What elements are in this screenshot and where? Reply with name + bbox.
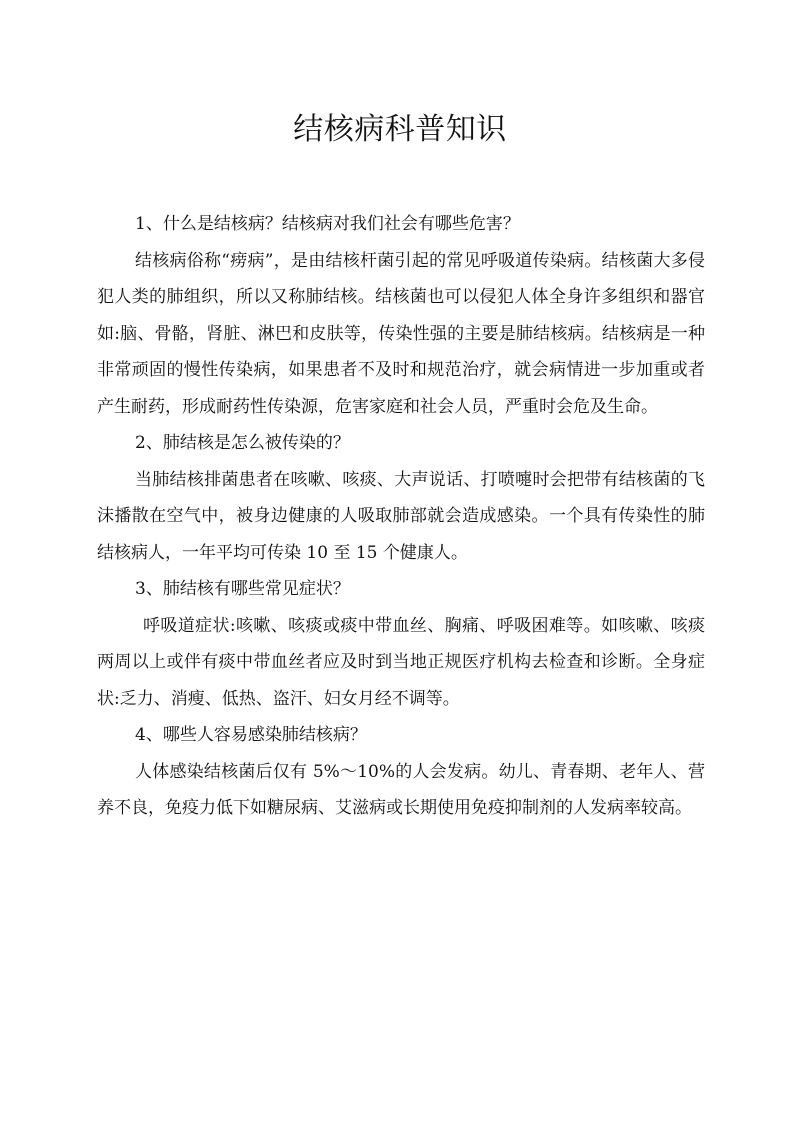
answer-4: 人体感染结核菌后仅有 5%～10%的人会发病。幼儿、青春期、老年人、营养不良，免疫力低下如糖尿病、艾滋病或长期使用免疫抑制剂的人发病率较高。 xyxy=(97,761,705,818)
document-title: 结核病科普知识 xyxy=(293,112,507,147)
answer-3: 呼吸道症状:咳嗽、咳痰或痰中带血丝、胸痛、呼吸困难等。如咳嗽、咳痰两周以上或伴有痰中带血丝者应及时到当地正规医疗机构去检查和诊断。全身症状:乏力、消瘦、低热、盗汗、妇女月经不调等。 xyxy=(97,615,705,709)
answer-2: 当肺结核排菌患者在咳嗽、咳痰、大声说话、打喷嚏时会把带有结核菌的飞沫播散在空气中，被身边健康的人吸取肺部就会造成感染。一个具有传染性的肺结核病人，一年平均可传染 10 至 15 个健康人。 xyxy=(97,469,705,563)
answer-1: 结核病俗称“痨病”，是由结核杆菌引起的常见呼吸道传染病。结核菌大多侵犯人类的肺组织，所以又称肺结核。结核菌也可以侵犯人体全身许多组织和器官如:脑、骨骼，肾脏、淋巴和皮肤等，传染性强的主要是肺结核病。结核病是一种非常顽固的慢性传染病，如果患者不及时和规范治疗，就会病情进一步加重或者产生耐药，形成耐药性传染源，危害家庭和社会人员，严重时会危及生命。 xyxy=(97,250,705,417)
question-4: 4、哪些人容易感染肺结核病？ xyxy=(135,725,367,745)
question-3: 3、肺结核有哪些常见症状？ xyxy=(135,579,350,599)
question-1: 1、什么是结核病？结核病对我们社会有哪些危害？ xyxy=(135,214,520,234)
question-2: 2、肺结核是怎么被传染的？ xyxy=(135,433,350,453)
document-body xyxy=(97,206,705,827)
